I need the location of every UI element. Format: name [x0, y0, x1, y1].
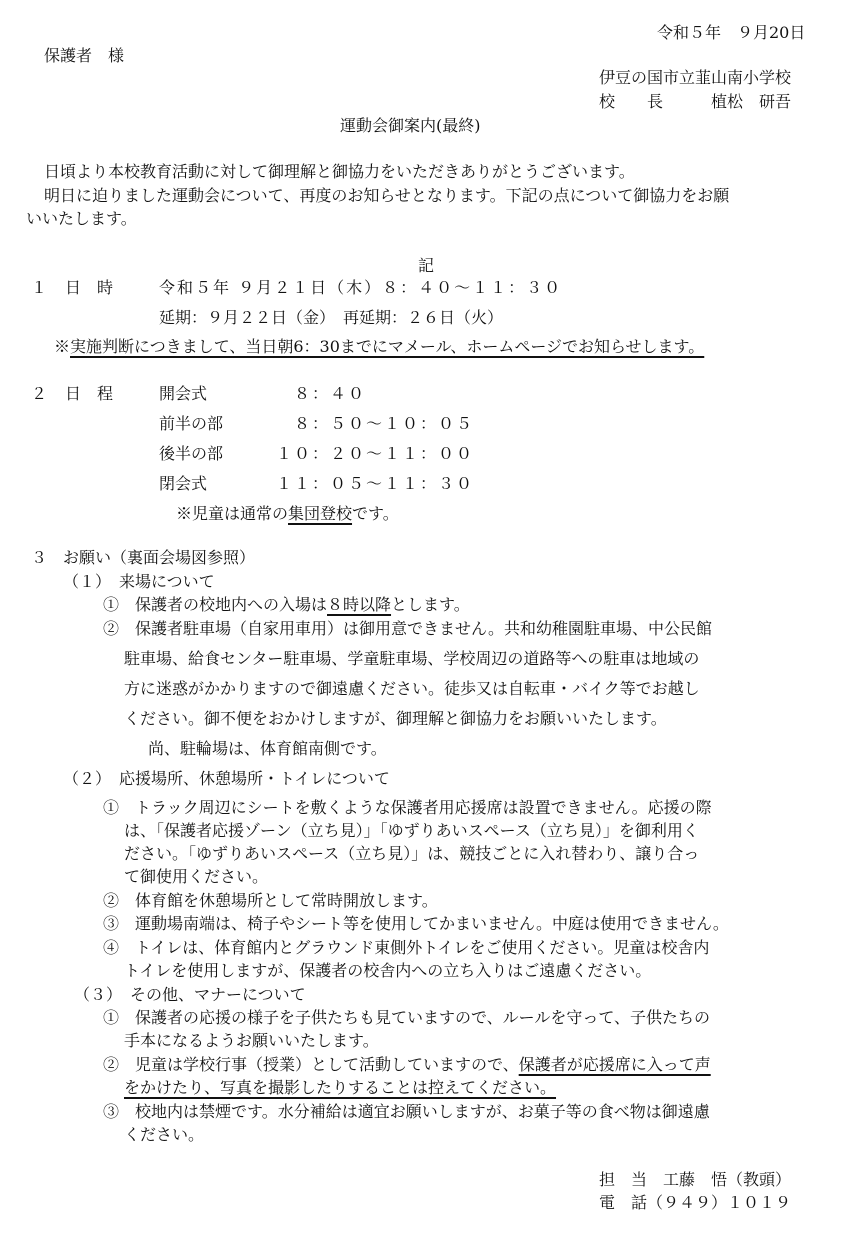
sub-2-item-1-line: ださい。「ゆずりあいスペース（立ち見）」は、競技ごとに入れ替わり、譲り合っ	[124, 844, 700, 863]
cheering-rule-underlined: 保護者が応援席に入って声	[518, 1055, 711, 1074]
sub-2-title: （２） 応援場所、休憩場所・トイレについて	[63, 769, 390, 788]
school-name: 伊豆の国市立韮山南小学校	[599, 68, 792, 87]
sub-1-item-2-line: ください。御不便をおかけしますが、御理解と御協力をお願いいたします。	[124, 709, 667, 728]
sub-2-item-4-line: ④ トイレは、体育館内とグラウンド東側外トイレをご使用ください。児童は校舎内	[103, 938, 710, 957]
sub-3-item-3-line: ください。	[124, 1125, 205, 1144]
sub-1-item-2-line: ② 保護者駐車場（自家用車用）は御用意できません。共和幼稚園駐車場、中公民館	[103, 619, 712, 638]
schedule-time: １１：０５〜１１：３０	[276, 474, 475, 493]
section-1-postpone: 延期：９月２２日（金） 再延期：２６日（火）	[159, 308, 504, 327]
contact-phone: 電 話（９４９）１０１９	[599, 1193, 792, 1212]
document-date: 令和５年 ９月20日	[657, 23, 806, 42]
intro-line-1: 日頃より本校教育活動に対して御理解と御協力をいただきありがとうございます。	[44, 162, 635, 181]
sub-1-title: （１） 来場について	[63, 572, 215, 591]
photo-rule-underlined: をかけたり、写真を撮影したりすることは控えてください。	[124, 1078, 557, 1097]
schedule-name: 開会式	[159, 384, 208, 403]
section-2-note	[176, 506, 399, 522]
recipient: 保護者 様	[44, 46, 125, 65]
section-2-number: ２	[31, 384, 48, 403]
item-text: ② 児童は学校行事（授業）として活動していますので、	[103, 1055, 519, 1074]
sub-3-item-3-line: ③ 校地内は禁煙です。水分補給は適宜お願いしますが、お菓子等の食べ物は御遠慮	[103, 1102, 710, 1121]
section-1-label: 日 時	[65, 278, 114, 297]
sub-3-item-1-line: 手本になるようお願いいたします。	[124, 1031, 379, 1050]
schedule-name: 後半の部	[159, 444, 224, 463]
note-text: です。	[352, 504, 399, 523]
section-1-datetime: 令和５年 ９月２１日（木）８：４０〜１１：３０	[159, 278, 563, 297]
section-1-number: １	[31, 278, 48, 297]
section-3-title: ３ お願い（裏面会場図参照）	[31, 548, 256, 567]
document-title: 運動会御案内(最終)	[340, 116, 481, 135]
group-commute-underlined: 集団登校	[288, 504, 353, 523]
item-text: ① 保護者の校地内への入場は	[103, 595, 328, 614]
sub-2-item-4-line: トイレを使用しますが、保護者の校舎内への立ち入りはご遠慮ください。	[124, 961, 652, 980]
sub-2-item-1-line: て御使用ください。	[124, 867, 269, 886]
sub-1-item-2-line: 駐車場、給食センター駐車場、学童駐車場、学校周辺の道路等への駐車は地域の	[124, 649, 700, 668]
intro-line-2: 明日に迫りました運動会について、再度のお知らせとなります。下記の点について御協力をお願	[44, 186, 730, 205]
entry-time-underlined: ８時以降	[327, 595, 392, 614]
sub-2-item-3: ③ 運動場南端は、椅子やシート等を使用してかまいません。中庭は使用できません。	[103, 914, 729, 933]
intro-line-3: いいたします。	[26, 209, 137, 228]
sub-1-item-2-line: 方に迷惑がかかりますので御遠慮ください。徒歩又は自転車・バイク等でお越し	[124, 679, 700, 698]
schedule-name: 閉会式	[159, 474, 208, 493]
sub-2-item-2: ② 体育館を休憩場所として常時開放します。	[103, 891, 438, 910]
note-mark: ※	[54, 337, 71, 356]
item-text: とします。	[391, 595, 470, 614]
sub-3-item-2-line-2	[124, 1080, 556, 1096]
sub-3-item-2-line-1	[103, 1057, 711, 1073]
schedule-time: １０：２０〜１１：００	[276, 444, 475, 463]
section-2-label: 日 程	[65, 384, 114, 403]
schedule-name: 前半の部	[159, 414, 224, 433]
section-1-note	[54, 339, 704, 355]
contact-person: 担 当 工藤 悟（教頭）	[599, 1170, 792, 1189]
note-text: ※児童は通常の	[176, 504, 289, 523]
sub-2-item-1-line: は、「保護者応援ゾーン（立ち見）」「ゆずりあいスペース（立ち見）」を御利用く	[124, 821, 699, 840]
sub-1-item-1	[103, 597, 470, 613]
ki-heading: 記	[418, 256, 435, 275]
section-1-note-underlined: 実施判断につきまして、当日朝6：30までにマメール、ホームページでお知らせします。	[70, 337, 705, 356]
sub-3-title: （３） その他、マナーについて	[74, 985, 306, 1004]
principal-name: 校 長 植松 研吾	[599, 92, 792, 111]
schedule-time: ８：５０〜１０：０５	[294, 414, 475, 433]
bicycle-parking: 尚、駐輪場は、体育館南側です。	[148, 739, 387, 758]
schedule-time: ８：４０	[294, 384, 367, 403]
sub-2-item-1-line: ① トラック周辺にシートを敷くような保護者用応援席は設置できません。応援の際	[103, 798, 712, 817]
sub-3-item-1-line: ① 保護者の応援の様子を子供たちも見ていますので、ルールを守って、子供たちの	[103, 1008, 711, 1027]
